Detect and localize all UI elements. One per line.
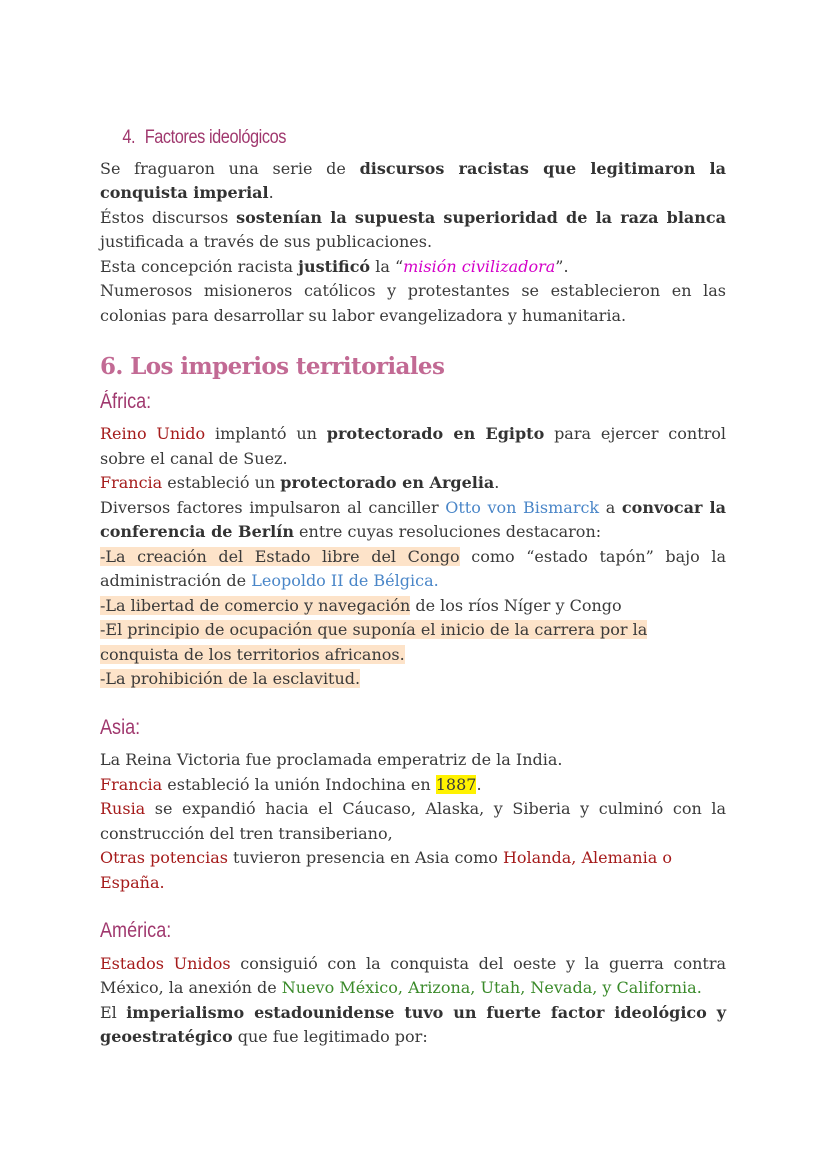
text: para ejercer control sobre el canal de Suez. — [100, 424, 727, 468]
bullet-item — [100, 667, 726, 692]
bullet-item — [100, 545, 726, 594]
paragraph: La Reina Victoria fue proclamada emperatriz de la India. — [100, 750, 563, 769]
bullet-item — [100, 594, 726, 619]
text: a — [599, 497, 622, 517]
bold-text: justificó — [298, 256, 371, 276]
text: Se fraguaron una serie de — [100, 158, 360, 178]
bold-text: discursos racistas que legitimaron la conquista imperial — [100, 158, 727, 202]
text: . — [268, 183, 274, 202]
country-name: Reino Unido — [100, 424, 206, 443]
paragraph: Numerosos misioneros católicos y protestantes se establecieron en las colonias para desarrollar su labor evangelizadora y humanitaria. — [100, 281, 726, 325]
paragraph — [100, 422, 726, 471]
paragraph — [100, 1001, 726, 1050]
country-name: Rusia — [100, 799, 146, 818]
section-title: Factores ideológicos — [144, 127, 286, 148]
state-list: Nuevo México, Arizona, Utah, Nevada, y California. — [281, 978, 702, 997]
bold-text: imperialismo estadounidense tuvo un fuerte factor ideológico y geoestratégico — [100, 1002, 727, 1046]
paragraph — [100, 471, 726, 496]
paragraph — [100, 206, 726, 255]
section-heading — [100, 126, 638, 151]
bold-text: protectorado en Egipto — [326, 424, 545, 443]
text: . — [476, 774, 482, 794]
text: consiguió con la conquista del oeste y la guerra contra México, la anexión de — [100, 953, 726, 997]
document-page — [100, 126, 726, 1050]
paragraph — [100, 773, 726, 798]
country-name: Francia — [100, 473, 163, 492]
bold-text: protectorado en Argelia — [280, 473, 495, 492]
africa-heading: África: — [100, 389, 152, 413]
country-name: Otras potencias — [100, 848, 228, 867]
paragraph — [100, 952, 726, 1001]
section-number: 4. — [122, 127, 136, 148]
bold-text: convocar la conferencia de Berlín — [100, 497, 727, 541]
paragraph — [100, 797, 726, 846]
highlighted-text: -La prohibición de la esclavitud. — [100, 669, 361, 688]
person-name: Leopoldo II de Bélgica. — [251, 571, 439, 590]
country-list: Holanda, Alemania o España. — [100, 848, 672, 892]
text: tuvieron presencia en Asia como — [227, 848, 503, 867]
asia-heading: Asia: — [100, 715, 141, 739]
text: la “ — [370, 256, 404, 276]
text: El — [100, 1002, 127, 1022]
highlighted-text: -La libertad de comercio y navegación — [100, 595, 411, 615]
bullet-item — [100, 618, 726, 667]
country-name: Estados Unidos — [100, 953, 231, 973]
country-name: Francia — [100, 774, 163, 794]
highlighted-year: 1887 — [435, 774, 477, 794]
highlighted-text: -El principio de ocupación que suponía el inicio de la carrera por la conquista de los territorios africanos. — [100, 620, 648, 664]
highlighted-term: misión civilizadora — [403, 256, 556, 276]
america-heading: América: — [100, 919, 172, 942]
text: de los ríos Níger y Congo — [410, 595, 622, 615]
text: se expandió hacia el Cáucaso, Alaska, y Siberia y culminó con la construcción del tren transiberiano, — [100, 799, 726, 843]
paragraph — [100, 496, 726, 545]
text: Esta concepción racista — [100, 256, 299, 276]
text: estableció la unión Indochina en — [162, 774, 436, 794]
text: que fue legitimado por: — [232, 1027, 428, 1046]
text: implantó un — [205, 424, 327, 443]
text: entre cuyas resoluciones destacaron: — [293, 522, 602, 541]
person-name: Otto von Bismarck — [445, 497, 600, 517]
text: ”. — [555, 256, 569, 276]
text: justificada a través de sus publicaciones. — [100, 232, 433, 251]
text: Éstos discursos — [100, 207, 237, 227]
text: Diversos factores impulsaron al canciller — [100, 497, 446, 517]
paragraph — [100, 846, 726, 895]
paragraph — [100, 255, 726, 280]
text: . — [494, 473, 500, 492]
bold-text: sostenían la supuesta superioridad de la raza blanca — [236, 207, 727, 227]
main-title: 6. Los imperios territoriales — [100, 353, 445, 380]
text: como “estado tapón” bajo la administración de — [100, 546, 727, 590]
highlighted-text: -La creación del Estado libre del Congo — [100, 546, 460, 566]
text: estableció un — [162, 473, 281, 492]
paragraph — [100, 157, 726, 206]
